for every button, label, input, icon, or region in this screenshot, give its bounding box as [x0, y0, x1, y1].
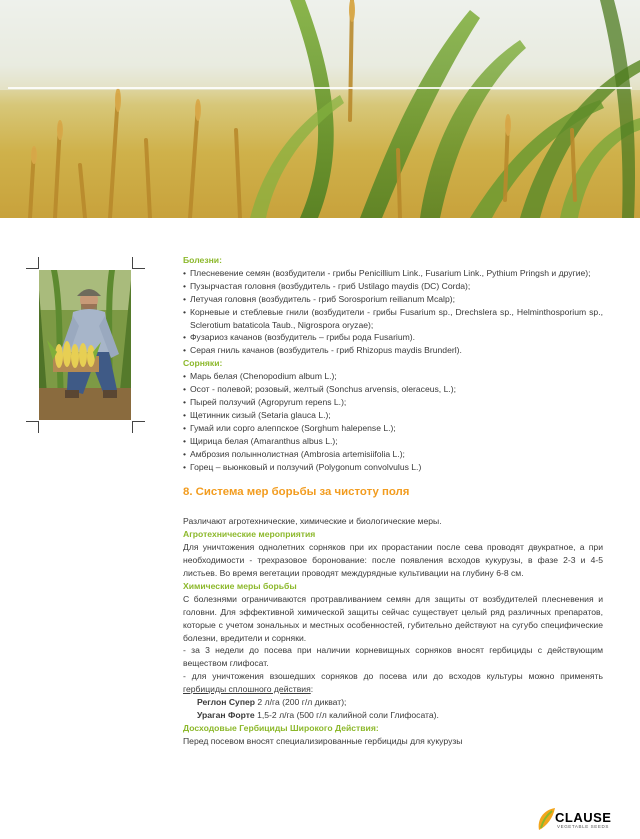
product-name: Реглон Супер: [197, 697, 256, 708]
list-item: • Щирица белая (Amaranthus albus L.);: [183, 435, 603, 448]
content-column: [183, 254, 603, 748]
product-line: [183, 696, 603, 709]
continuous-colon: :: [310, 684, 314, 695]
farmer-photo: [39, 270, 131, 420]
cornfield-illustration: [0, 0, 640, 218]
product-dose: 1,5-2 л/га (500 г/л калийной соли Глифосата).: [254, 710, 439, 720]
list-item: • Серая гниль качанов (возбудитель - гриб Rhizopus maydis Brunderl).: [183, 344, 603, 357]
broad-paragraph: Перед посевом вносят специализированные гербициды для кукурузы: [183, 735, 463, 746]
product-line: [183, 709, 603, 722]
intro-paragraph: Различают агротехнические, химические и биологические меры.: [183, 516, 442, 527]
diseases-list: [183, 267, 603, 357]
list-item: • Летучая головня (возбудитель - гриб Sorosporium reilianum Mcalp);: [183, 293, 603, 306]
list-item: • Плесневение семян (возбудители - грибы Penicillium Link., Fusarium Link., Pythium Pringsh и другие);: [183, 267, 603, 280]
list-item: • Корневые и стеблевые гнили (возбудители - грибы Fusarium sp., Drechslera sp., Helminthosporium sp., Sclerotium bataticola Taub., Nigrospora oryzae);: [183, 306, 603, 332]
crop-mark: [26, 421, 38, 422]
agro-paragraph: Для уничтожения однолетних сорняков при их прорастании после сева проводят двукратное, а при необходимости - трехразовое боронование: после появления всходов кукурузы, в фазе 2-3 и 4-5 листьев. Во время вегетации проводят междурядные культивации на глубину 6-8 см.: [183, 542, 603, 579]
weeds-list: [183, 370, 603, 473]
crop-mark: [132, 421, 133, 433]
logo-tagline: VEGETABLE SEEDS: [557, 824, 609, 829]
diseases-heading: Болезни:: [183, 255, 222, 265]
logo-word: CLAUSE: [555, 810, 612, 825]
chem-heading: Химические меры борьбы: [183, 580, 297, 591]
clause-logo: [535, 806, 617, 832]
list-item: • Фузариоз качанов (возбудитель – грибы рода Fusarium).: [183, 331, 603, 344]
farmer-illustration: [39, 270, 131, 420]
header-cornfield-image: [0, 0, 640, 218]
list-item: • Осот - полевой; розовый, желтый (Sonchus arvensis, oleraceus, L.);: [183, 383, 603, 396]
chem-paragraph: С болезнями ограничиваются протравливанием семян для защиты от возбудителей плесневения и головни. Для эффективной химической защиты сейчас существует целый ряд различных препаратов, которые с учетом зональных и местных особенностей, губительно действуют на сугубо специфические болезни, вредители и сорняки.: [183, 593, 603, 643]
crop-mark: [26, 268, 38, 269]
header-divider-line: [8, 87, 632, 89]
list-item: • Пырей ползучий (Agropyrum repens L.);: [183, 396, 603, 409]
continuous-text: - для уничтожения взошедших сорняков до посева или до всходов культуры можно применять: [183, 671, 603, 682]
product-dose: 2 л/га (200 г/л дикват);: [255, 697, 347, 708]
crop-mark: [38, 421, 39, 433]
list-item: • Амброзия полыннолистная (Ambrosia artemisiifolia L.);: [183, 448, 603, 461]
list-item: • Марь белая (Chenopodium album L.);: [183, 370, 603, 383]
agro-heading: Агротехнические мероприятия: [183, 529, 316, 540]
crop-mark: [38, 257, 39, 269]
product-name: Ураган Форте: [197, 710, 255, 720]
section-title: 8. Система мер борьбы за чистоту поля: [183, 486, 410, 499]
crop-mark: [133, 268, 145, 269]
glyphosate-paragraph: - за 3 недели до посева при наличии корневищных сорняков вносят гербициды с действующим веществом глифосат.: [183, 645, 603, 669]
leaf-logo-icon: [535, 806, 557, 832]
continuous-paragraph: [183, 670, 603, 696]
broad-heading: Досходовые Гербициды Широкого Действия:: [183, 722, 379, 733]
list-item: • Горец – вьюнковый и ползучий (Polygonum convolvulus L.): [183, 461, 603, 474]
list-item: • Щетинник сизый (Setaria glauca L.);: [183, 409, 603, 422]
continuous-underlined: гербициды сплошного действия: [183, 684, 311, 695]
weeds-heading: Сорняки:: [183, 358, 223, 369]
list-item: • Пузырчастая головня (возбудитель - гриб Ustilago maydis (DC) Corda);: [183, 280, 603, 293]
list-item: • Гумай или сорго алеппское (Sorghum halepense L.);: [183, 422, 603, 435]
crop-mark: [133, 421, 145, 422]
